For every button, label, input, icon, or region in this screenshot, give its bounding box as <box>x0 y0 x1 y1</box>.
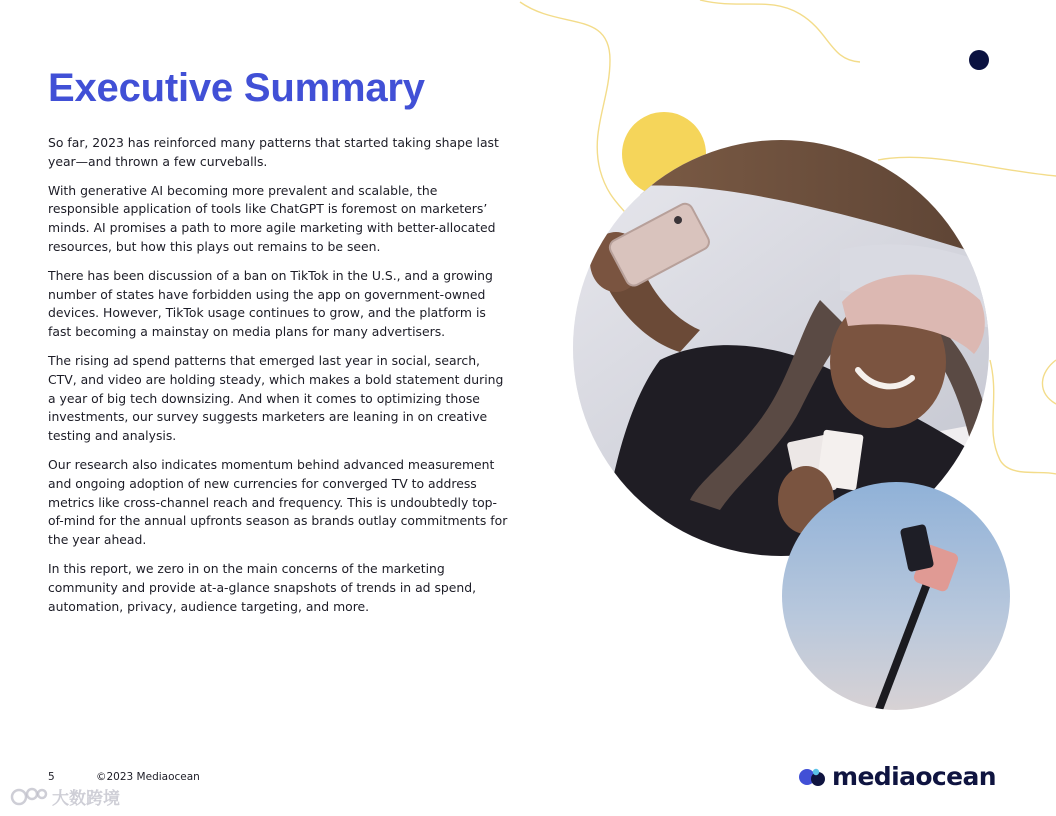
mediaocean-logo <box>798 760 996 794</box>
paragraph: With generative AI becoming more prevalent and scalable, the responsible application of tools like ChatGPT is foremost on marketers’ minds. AI promises a path to more agile marketing with better-allocated resources, but how this plays out remains to be seen. <box>48 182 496 254</box>
paragraph: Our research also indicates momentum behind advanced measurement and ongoing adoption of new currencies for converged TV to address metrics like cross-channel reach and frequency. This is undoubtedly top-of-mind for the annual upfronts season as brands outlay commitments for the year ahead. <box>48 456 508 548</box>
copyright-notice: ©2023 Mediaocean <box>96 771 200 783</box>
page-number: 5 <box>48 771 55 783</box>
page-title: Executive Summary <box>48 66 425 110</box>
summary-body <box>48 134 508 626</box>
watermark-text: 大数跨境 <box>52 789 120 809</box>
watermark-icon <box>10 786 50 808</box>
mediaocean-wave-icon <box>798 764 828 790</box>
paragraph: There has been discussion of a ban on TikTok in the U.S., and a growing number of states have forbidden using the app on government-owned devices. However, TikTok usage continues to grow, and the platform is fast becoming a mainstay on media plans for many advertisers. <box>48 267 493 340</box>
paragraph: In this report, we zero in on the main concerns of the marketing community and provide at-a-glance snapshots of trends in ad spend, automation, privacy, audience targeting, and more. <box>48 560 477 614</box>
watermark <box>10 784 120 809</box>
paragraph: So far, 2023 has reinforced many patterns that started taking shape last year—and thrown a few curveballs. <box>48 135 499 169</box>
paragraph: The rising ad spend patterns that emerged last year in social, search, CTV, and video are holding steady, which makes a bold statement during a year of big tech downsizing. And when it comes to optimizing those investments, our survey suggests marketers are leaning in on creative testing and analysis. <box>48 352 504 444</box>
logo-wordmark: mediaocean <box>832 762 996 791</box>
navy-dot <box>969 50 989 70</box>
